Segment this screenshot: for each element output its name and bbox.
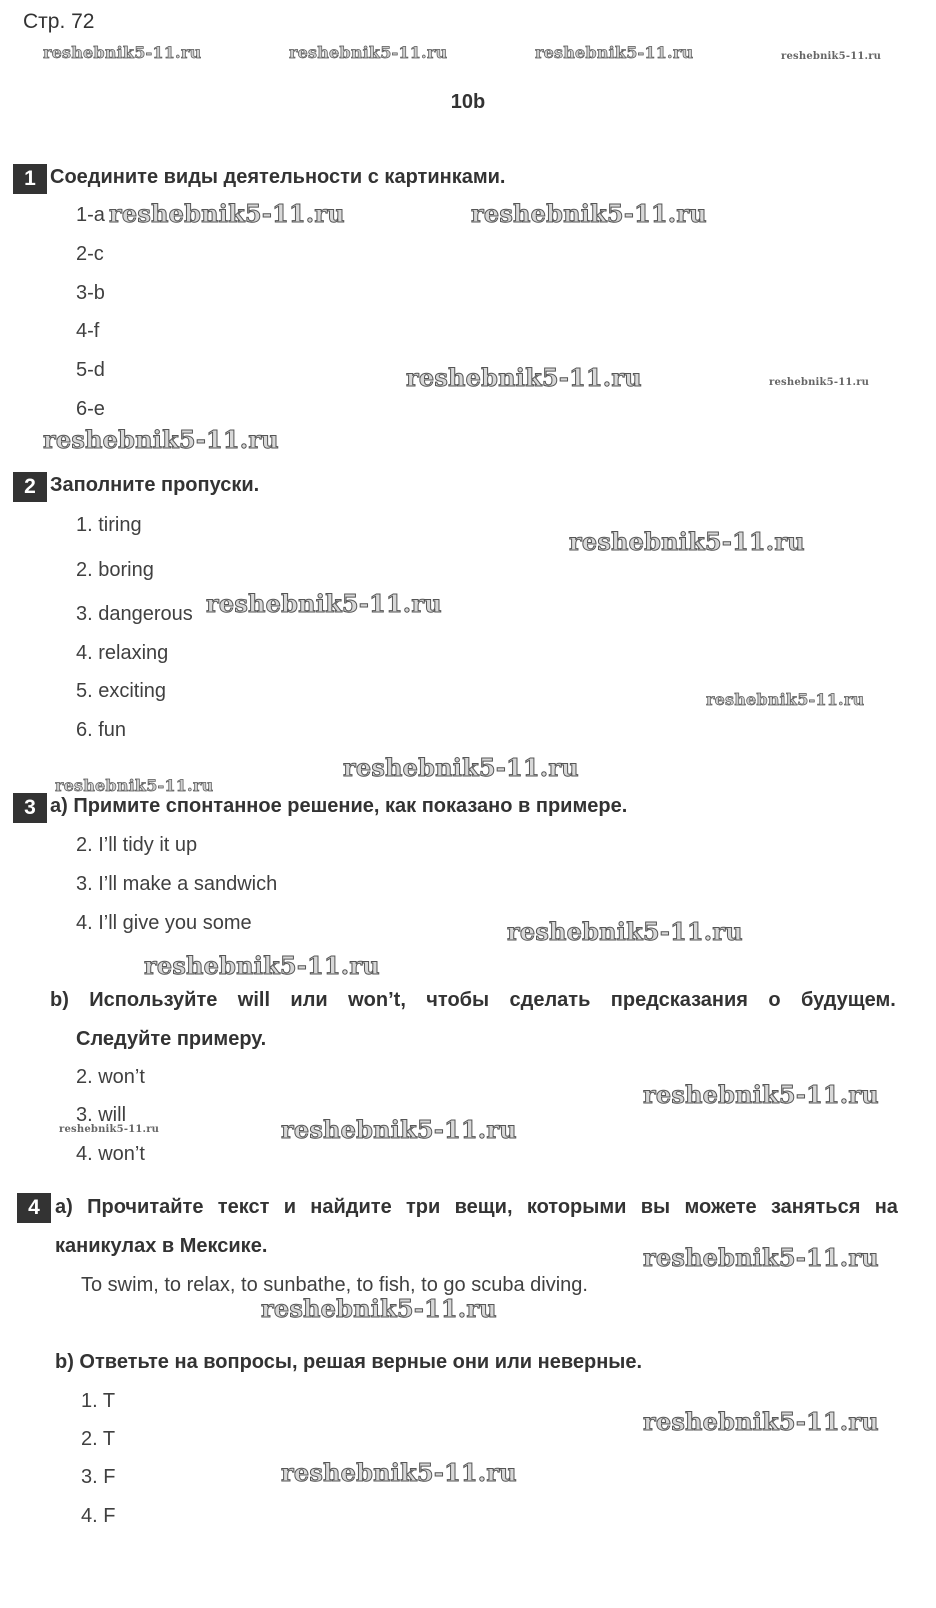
task3-a-title: a) Примите спонтанное решение, как показано в примере. (50, 795, 628, 817)
task1-answer-3: 3-b (76, 282, 105, 304)
title-word: найдите (310, 1196, 392, 1218)
task2-title: Заполните пропуски. (50, 474, 260, 496)
task3-b-answer-3: 3. will (76, 1104, 127, 1126)
watermark: reshebnik5-11.ru (281, 1115, 517, 1144)
task2-answer-6: 6. fun (76, 719, 127, 741)
watermark: reshebnik5-11.ru (643, 1243, 879, 1272)
title-word: won’t, (348, 989, 406, 1011)
watermark: reshebnik5-11.ru (43, 43, 202, 62)
watermark: reshebnik5-11.ru (343, 753, 579, 782)
watermark: reshebnik5-11.ru (59, 1124, 160, 1135)
title-word: можете (684, 1196, 757, 1218)
watermark: reshebnik5-11.ru (643, 1080, 879, 1109)
task4-a-title-line1 (55, 1196, 898, 1219)
task4-a-answer: To swim, to relax, to sunbathe, to fish, to go scuba diving. (81, 1274, 588, 1296)
task1-answer-4: 4-f (76, 320, 100, 342)
task1-answer-2: 2-c (76, 243, 104, 265)
title-word: заняться (770, 1196, 861, 1218)
watermark: reshebnik5-11.ru (643, 1407, 879, 1436)
task2-answer-3: 3. dangerous (76, 603, 193, 625)
task1-title: Соедините виды деятельности с картинками. (50, 166, 506, 188)
task3-b-answer-2: 2. won’t (76, 1066, 145, 1088)
title-word: и (283, 1196, 296, 1218)
task3-a-answer-2: 2. I’ll tidy it up (76, 834, 198, 856)
task2-answer-4: 4. relaxing (76, 642, 169, 664)
watermark: reshebnik5-11.ru (289, 43, 448, 62)
task4-a-title-line2: каникулах в Мексике. (55, 1235, 268, 1257)
title-word: будущем. (801, 989, 896, 1011)
title-word: о (768, 989, 781, 1011)
title-word: Используйте (89, 989, 218, 1011)
section-heading: 10b (450, 91, 486, 113)
page-label: Стр. 72 (23, 10, 95, 33)
watermark: reshebnik5-11.ru (55, 776, 214, 795)
task1-answer-6: 6-e (76, 398, 105, 420)
watermark: reshebnik5-11.ru (471, 199, 707, 228)
task2-answer-2: 2. boring (76, 559, 154, 581)
task4-b-title: b) Ответьте на вопросы, решая верные они или неверные. (55, 1351, 643, 1373)
watermark: reshebnik5-11.ru (535, 43, 694, 62)
task3-b-title-line2: Следуйте примеру. (76, 1028, 267, 1050)
title-word: вещи, (454, 1196, 513, 1218)
watermark: reshebnik5-11.ru (261, 1294, 497, 1323)
watermark: reshebnik5-11.ru (206, 589, 442, 618)
task1-answer-1: 1-a (76, 204, 105, 226)
watermark: reshebnik5-11.ru (109, 199, 345, 228)
title-word: will (237, 989, 271, 1011)
title-word: предсказания (610, 989, 748, 1011)
task3-a-answer-4: 4. I’ll give you some (76, 912, 252, 934)
title-word: текст (217, 1196, 270, 1218)
watermark: reshebnik5-11.ru (769, 377, 870, 388)
task1-answer-5: 5-d (76, 359, 105, 381)
task3-a-answer-3: 3. I’ll make a sandwich (76, 873, 278, 895)
task4-b-answer-2: 2. T (81, 1428, 116, 1450)
task-number-4: 4 (17, 1193, 51, 1223)
watermark: reshebnik5-11.ru (507, 917, 743, 946)
task-number-2: 2 (13, 472, 47, 502)
task2-answer-1: 1. tiring (76, 514, 142, 536)
task3-b-answer-4: 4. won’t (76, 1143, 145, 1165)
title-word: или (290, 989, 328, 1011)
task-number-3: 3 (13, 793, 47, 823)
title-word: b) (50, 989, 69, 1011)
title-word: три (406, 1196, 441, 1218)
title-word: сделать (509, 989, 591, 1011)
task3-b-title-line1 (50, 989, 896, 1012)
watermark: reshebnik5-11.ru (569, 527, 805, 556)
title-word: на (874, 1196, 898, 1218)
task2-answer-5: 5. exciting (76, 680, 167, 702)
watermark: reshebnik5-11.ru (781, 51, 882, 62)
watermark: reshebnik5-11.ru (43, 425, 279, 454)
title-word: которыми (526, 1196, 627, 1218)
watermark: reshebnik5-11.ru (706, 690, 865, 709)
task4-b-answer-4: 4. F (81, 1505, 116, 1527)
watermark: reshebnik5-11.ru (144, 951, 380, 980)
task4-b-answer-1: 1. T (81, 1390, 116, 1412)
title-word: a) (55, 1196, 73, 1218)
watermark: reshebnik5-11.ru (281, 1458, 517, 1487)
task4-b-answer-3: 3. F (81, 1466, 116, 1488)
title-word: вы (640, 1196, 671, 1218)
title-word: чтобы (426, 989, 490, 1011)
task-number-1: 1 (13, 164, 47, 194)
title-word: Прочитайте (87, 1196, 204, 1218)
watermark: reshebnik5-11.ru (406, 363, 642, 392)
